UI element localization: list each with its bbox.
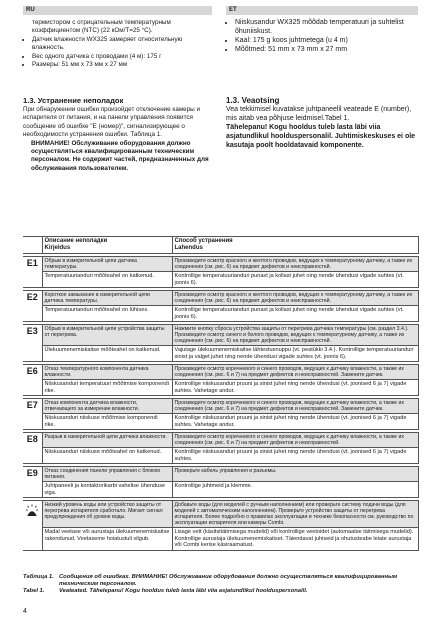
et-solution: Kontrollige niiskusanduri pruuni ja sinist juhet ning nende ühendusi (vt. joonised 6 ja 7) vigade suhtes. Vahetage andur. xyxy=(172,380,418,396)
et-description: Niiskusanduri niiskuse mõõtmise komponendi rike. xyxy=(42,414,172,430)
table-row xyxy=(23,365,418,380)
ru-solution: Нажмите кнопку сброса устройства защиты от перегрева датчика температуры (см. раздел 3.4.). Произведите осмотр синего и белого проводов, ведущих к температурному датчику, а также их соединения (см. рис. 6) на предмет дефектов и неисправностей. xyxy=(172,325,418,346)
et-troubleshooting-section xyxy=(226,96,418,151)
et-description: Temperatuurianduri mõõteahel on katkenud. xyxy=(42,272,172,288)
et-section-title: 1.3. Veaotsing xyxy=(226,96,280,105)
table-row xyxy=(23,346,418,362)
ru-spec-continuation: термистором с отрицательным температурным коэффициентом (NTC) (22 кОм/T=25 °C). xyxy=(32,19,171,35)
table-row xyxy=(23,501,418,528)
et-description: Madal veetase või aurustaja ülekuumenemiskaitse rakendunud. Veetaseme hoiatustuli vilgub. xyxy=(42,528,172,550)
caption-ru-text: Сообщения об ошибках. ВНИМАНИЕ! Обслуживание оборудования должно осуществляться квалифицированным техническим персоналом. xyxy=(59,574,398,587)
language-code-et: ET xyxy=(229,7,237,13)
caption-ru-label: Таблица 1. xyxy=(23,574,54,580)
ru-solution: Произведите осмотр коричневого и синего проводов, ведущих к датчику влажности, а также их соединения (см. рис. 6 и 7) на предмет дефектов и неисправностей. xyxy=(172,433,418,448)
table-row xyxy=(23,272,418,288)
ru-spec-item: • Вес одного датчика с проводами (4 м): 175 г xyxy=(32,53,213,61)
table-header-solution xyxy=(172,237,418,254)
error-code: E7 xyxy=(23,399,42,430)
table-row xyxy=(23,467,418,482)
ru-section-title: 1.3. Устранение неполадок xyxy=(23,96,124,105)
ru-solution: Проверьте кабель управления и разъемы. xyxy=(172,467,418,482)
table-row xyxy=(23,306,418,322)
table-row xyxy=(23,433,418,448)
table-row xyxy=(23,448,418,464)
et-solution: Kontrollige temperatuurianduri punast ja kollast juhet ning nende ühendusi vigade suhtes (vt. joonis 6). xyxy=(172,272,418,288)
table-row xyxy=(23,528,418,550)
ru-troubleshooting-section xyxy=(23,96,213,173)
ru-description: Отказ компонента датчика влажности, отвечающего за измерение влажности. xyxy=(42,399,172,414)
error-code: E6 xyxy=(23,365,42,396)
caption-et-label: Tabel 1. xyxy=(23,587,45,594)
ru-solution: Добавьте воды (для моделей с ручным наполнением) или проверьте систему подачи воды (для моделей с автоматическим наполнением). Проверьте устройство защиты от перегрева испарителя. Более подробно о правилах эксплуатации и технике безопасности см. руководство по эксплуатации испарителя или камеры Combi. xyxy=(172,501,418,528)
error-table xyxy=(23,236,419,551)
error-code: E3 xyxy=(23,325,42,362)
ru-description: Обрыв в измерительной цепи устройства защиты от перегрева. xyxy=(42,325,172,346)
ru-description: Низкий уровень воды или устройство защиты от перегрева испарителя сработало. Мигает сигнал предупреждения об уровне воды. xyxy=(42,501,172,528)
et-solution: Kontrollige niiskusanduri pruuni ja sinist juhet ning nende ühendusi (vt. joonised 6 ja 7) vigade suhtes. Vahetage andur. xyxy=(172,414,418,430)
table-row xyxy=(23,380,418,396)
page-number: 4 xyxy=(23,608,27,615)
et-description: Juhtpaneeli ja kontaktorikarbi vahelise ühenduse viga. xyxy=(42,482,172,498)
language-bar-ru xyxy=(23,6,212,15)
ru-spec-item: • Размеры: 51 мм x 73 мм x 27 мм xyxy=(32,61,213,69)
header-desc-ru: Описание неполадки xyxy=(44,238,108,244)
table-header-description xyxy=(42,237,172,254)
caption-ru xyxy=(23,574,418,588)
ru-warning-text: ВНИМАНИЕ! Обслуживание оборудования должно осуществляться квалифицированным техническим персоналом. Не содержит частей, предназначенных для обслуживания пользователем. xyxy=(31,139,209,172)
et-description: Niiskusanduri temperatuuri mõõtmise komponendi rike. xyxy=(42,380,172,396)
error-code: E8 xyxy=(23,433,42,464)
header-desc-et: Kirjeldus xyxy=(44,245,71,251)
ru-description: Отказ температурного компонента датчика влажности. xyxy=(42,365,172,380)
error-code: E9 xyxy=(23,467,42,498)
table-row xyxy=(23,325,418,346)
table-row xyxy=(23,482,418,498)
caption-et xyxy=(23,588,418,595)
table-row xyxy=(23,399,418,414)
et-spec-item: • Kaal: 175 g koos juhtmetega (u 4 m) xyxy=(235,37,418,46)
et-warning-text: Tähelepanu! Kogu hooldus tuleb lasta läbi viia asjatundlikul hoolduspersonalil. Juhtimiskeskuses ei ole kasutaja poolt hooldatavaid komponente. xyxy=(226,123,416,149)
ru-spec-item: • Датчик влажности WX325 замеряет относительную влажность. xyxy=(32,36,213,53)
water-level-warning-icon xyxy=(25,504,39,516)
table-row xyxy=(23,257,418,272)
language-code-ru: RU xyxy=(26,7,35,13)
error-code: E2 xyxy=(23,291,42,322)
et-solution: Kontrollige temperatuurianduri punast ja kollast juhet ning nende ühendusi vigade suhtes (vt. joonis 6). xyxy=(172,306,418,322)
et-solution: Kontrollige juhtmeid ja klemme. xyxy=(172,482,418,498)
ru-solution: Произведите осмотр коричневого и синего проводов, ведущих к датчику влажности, а также их соединения (см. рис. 6 и 7) на предмет дефектов и неисправностей. Замените датчик. xyxy=(172,365,418,380)
ru-spec-list xyxy=(23,19,213,69)
caption-et-text: Veateated. Tähelepanu! Kogu hooldus tuleb lasta läbi viia asjatundlikul hoolduspersonalil. xyxy=(59,587,308,594)
table-row xyxy=(23,291,418,306)
table-header-code xyxy=(23,237,42,254)
table-caption xyxy=(23,574,418,594)
ru-description: Разрыв в измерительной цепи датчика влажности. xyxy=(42,433,172,448)
language-bar-et xyxy=(226,6,418,15)
et-spec-item: • Mõõtmed: 51 mm x 73 mm x 27 mm xyxy=(235,46,418,55)
table-row xyxy=(23,414,418,430)
ru-description: Отказ соединения панели управления с блоком питания. xyxy=(42,467,172,482)
et-solution: Kontrollige niiskusanduri pruuni ja sinist juhet ning nende ühendusi (vt. joonised 6 ja 7) vigade suhtes. xyxy=(172,448,418,464)
header-sol-et: Lahendus xyxy=(174,245,203,251)
error-code: E1 xyxy=(23,257,42,288)
et-solution: Lisage vett (käsitsitäitmisega mudelid) või kontrollige veetoidet (automaatse täitmisega mudelid). Kontrollige aurustaja ülekuumenemiskaitset. Täiendavat juhiseid ja ohutusteabe leiate aurustaja või Combi kerise käsiraamatust. xyxy=(172,528,418,550)
et-section-body: Vea tekkimisel kuvatakse juhtpaneelil veateade E (number), mis aitab vea põhjuse leidmisel.Tabel 1. xyxy=(226,106,412,122)
ru-solution: Произведите осмотр красного и желтого проводов, ведущих к температурному датчику, а также их соединения (см. рис. 6) на предмет дефектов и неисправностей. xyxy=(172,291,418,306)
et-solution: Vajutage ülekuumenemiskaitse lähtestusnuppu (vt. peatükki 3.4.). Kontrollige temperatuurianduri sinist ja valget juhet ning nende ühendusi vigade suhtes (vt. joonis 6). xyxy=(172,346,418,362)
ru-solution: Произведите осмотр красного и желтого проводов, ведущих к температурному датчику, а также их соединения (см. рис. 6) на предмет дефектов и неисправностей. xyxy=(172,257,418,272)
ru-section-body: При обнаружении ошибки произойдет отключение камеры и испарителя от питания, и на панели управления появится сообщение об ошибке "E (номер)", сигнализирующее о необходимости устранения ошибки. Таблица 1. xyxy=(23,106,200,139)
et-description: Ülekuumenemiskaitse mõõteahel on katkenud. xyxy=(42,346,172,362)
ru-description: Короткое замыкание в измерительной цепи датчика температуры. xyxy=(42,291,172,306)
et-description: Temperatuurianduri mõõteahel on lühises. xyxy=(42,306,172,322)
et-spec-list xyxy=(226,19,418,55)
et-description: Niiskusanduri niiskuse mõõteahel on katkenud. xyxy=(42,448,172,464)
table-header-row xyxy=(23,237,418,254)
et-spec-item: • Niiskusandur WX325 mõõdab temperatuuri ja suhtelist õhuniiskust. xyxy=(235,19,418,37)
ru-solution: Произведите осмотр коричневого и синего проводов, ведущих к датчику влажности, а также их соединения (см. рис. 6 и 7) на предмет дефектов и неисправностей. Замените датчик. xyxy=(172,399,418,414)
water-level-warning-icon-cell xyxy=(23,501,42,551)
header-sol-ru: Способ устранения xyxy=(174,238,233,244)
ru-description: Обрыв в измерительной цепи датчика температуры. xyxy=(42,257,172,272)
